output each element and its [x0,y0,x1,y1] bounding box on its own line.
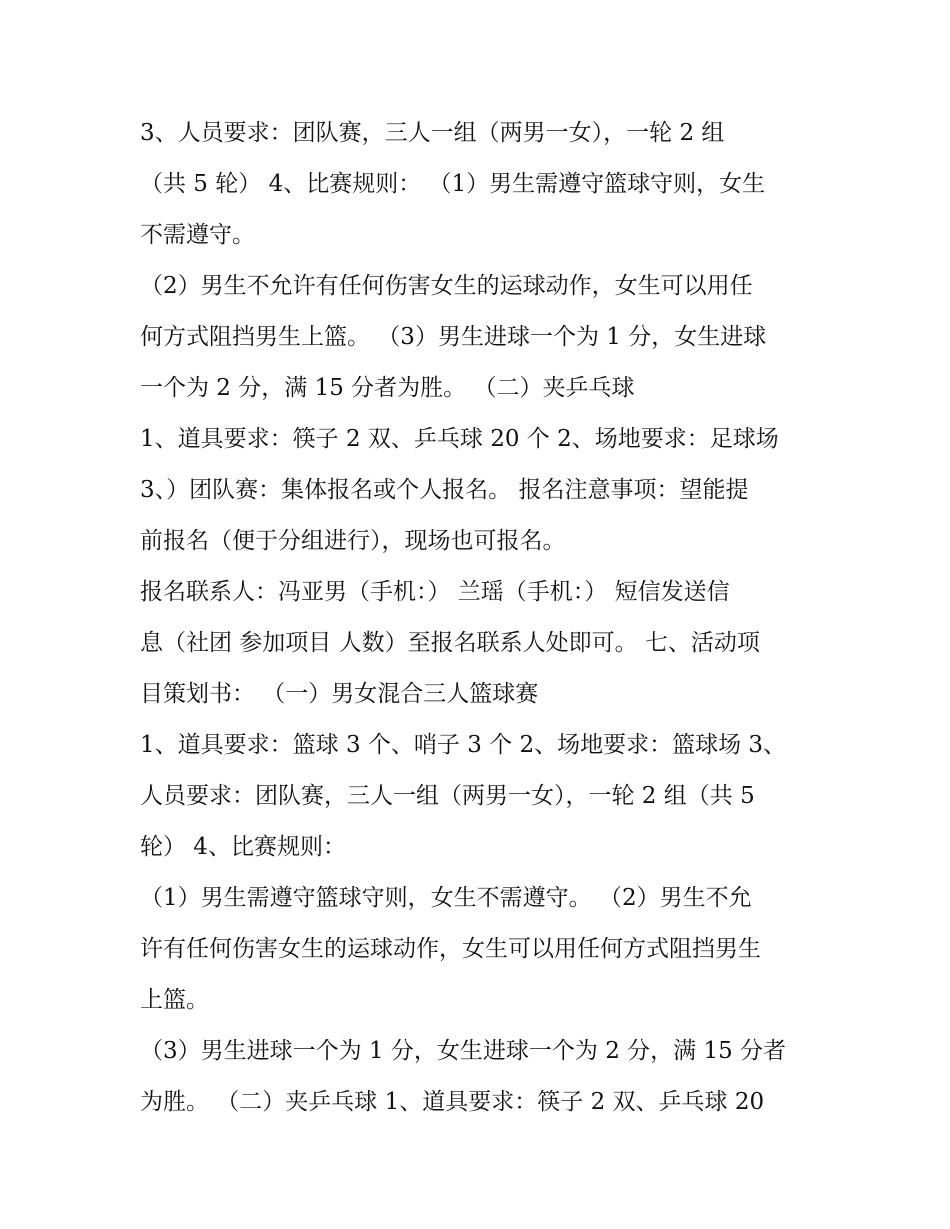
text-line: （3）男生进球一个为 1 分，女生进球一个为 2 分，满 15 分者 [140,1038,787,1064]
text-line: （共 5 轮） 4、比赛规则： （1）男生需遵守篮球守则，女生 [140,171,766,197]
text-line: （2）男生不允许有任何伤害女生的运球动作，女生可以用任 [140,273,753,299]
text-line: 目策划书： （一）男女混合三人篮球赛 [140,681,539,707]
text-line: 上篮。 [140,987,209,1013]
text-line: 前报名（便于分组进行），现场也可报名。 [140,528,566,554]
text-line: （1）男生需遵守篮球守则，女生不需遵守。 （2）男生不允 [140,885,752,911]
text-line: 一个为 2 分，满 15 分者为胜。 （二）夹乒乓球 [140,375,635,401]
text-line: 许有任何伤害女生的运球动作，女生可以用任何方式阻挡男生 [140,936,761,962]
text-line: 3、）团队赛：集体报名或个人报名。 报名注意事项：望能提 [140,477,749,503]
text-line: 3、人员要求：团队赛，三人一组（两男一女），一轮 2 组 [140,120,725,146]
text-line: 息（社团 参加项目 人数）至报名联系人处即可。 七、活动项 [140,630,760,656]
text-line: 不需遵守。 [140,222,255,248]
text-line: 轮） 4、比赛规则： [140,834,346,860]
document-body [140,108,820,1128]
text-line: 何方式阻挡男生上篮。 （3）男生进球一个为 1 分，女生进球 [140,324,767,350]
text-line: 报名联系人：冯亚男（手机：） 兰瑶（手机：） 短信发送信 [140,579,730,605]
text-line: 1、道具要求：篮球 3 个、哨子 3 个 2、场地要求：篮球场 3、 [140,732,787,758]
text-line: 1、道具要求：筷子 2 双、乒乓球 20 个 2、场地要求：足球场 [140,426,779,452]
text-line: 为胜。 （二）夹乒乓球 1、道具要求：筷子 2 双、乒乓球 20 [140,1089,765,1115]
text-line: 人员要求：团队赛，三人一组（两男一女），一轮 2 组（共 5 [140,783,755,809]
